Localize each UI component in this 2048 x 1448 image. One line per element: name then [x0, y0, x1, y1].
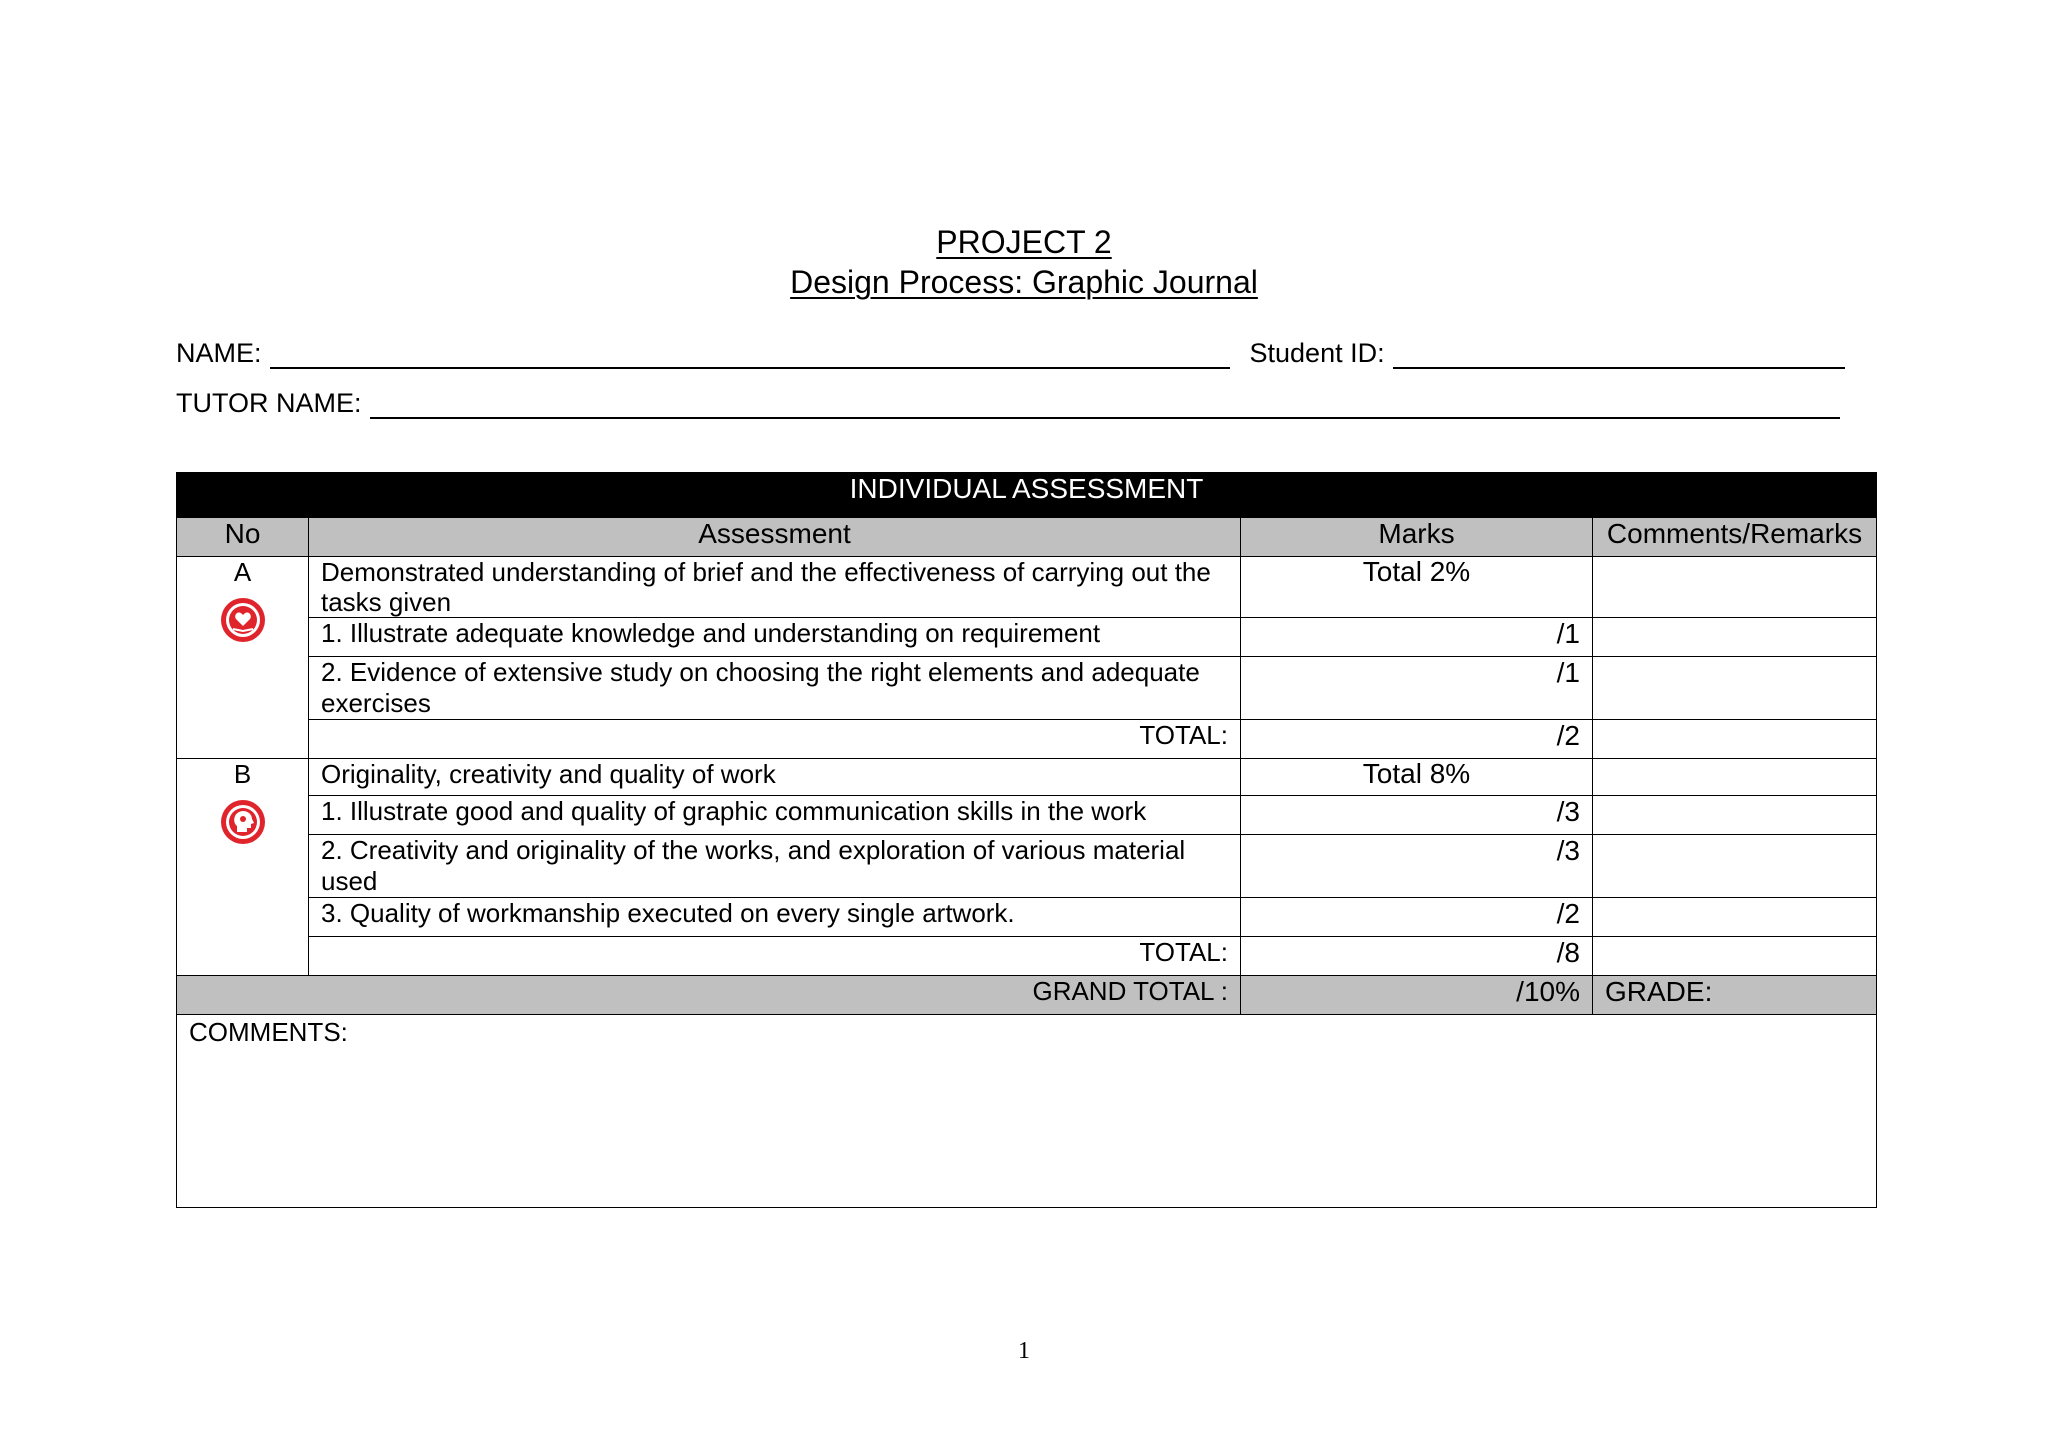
criterion-b-total-label: TOTAL: — [309, 937, 1241, 976]
table-row — [177, 937, 1877, 976]
criterion-a-no-cell — [177, 557, 309, 759]
heart-book-badge-icon — [219, 596, 267, 644]
name-field[interactable] — [270, 341, 1230, 369]
criterion-b-total-mark: /8 — [1241, 937, 1593, 976]
criterion-a-item-1-mark: /1 — [1241, 618, 1593, 657]
criterion-b-item-2-comments[interactable] — [1593, 835, 1877, 898]
criterion-a-total-comments[interactable] — [1593, 720, 1877, 759]
document-title — [0, 222, 2048, 302]
assessment-table — [176, 472, 1877, 1208]
table-row — [177, 835, 1877, 898]
criterion-b-row — [177, 759, 1877, 796]
title-project: PROJECT 2 — [936, 224, 1112, 260]
criterion-b-item-1: 1. Illustrate good and quality of graphic communication skills in the work — [309, 796, 1241, 835]
comments-row — [177, 1015, 1877, 1208]
criterion-a-marks-total: Total 2% — [1241, 557, 1593, 618]
grand-total-mark: /10% — [1241, 976, 1593, 1015]
criterion-b-item-1-mark: /3 — [1241, 796, 1593, 835]
student-id-field[interactable] — [1393, 341, 1845, 369]
tutor-row — [176, 388, 1840, 419]
tutor-name-field[interactable] — [370, 391, 1840, 419]
criterion-a-item-2-mark: /1 — [1241, 657, 1593, 720]
criterion-a-letter: A — [233, 557, 252, 587]
title-subtitle: Design Process: Graphic Journal — [790, 264, 1258, 300]
criterion-b-item-1-comments[interactable] — [1593, 796, 1877, 835]
criterion-b-title: Originality, creativity and quality of work — [309, 759, 1241, 796]
criterion-b-marks-total: Total 8% — [1241, 759, 1593, 796]
criterion-a-item-1: 1. Illustrate adequate knowledge and understanding on requirement — [309, 618, 1241, 657]
table-title-row — [177, 473, 1877, 518]
table-title: INDIVIDUAL ASSESSMENT — [177, 473, 1877, 518]
column-header-row — [177, 518, 1877, 557]
criterion-a-total-label: TOTAL: — [309, 720, 1241, 759]
criterion-a-item-2-comments[interactable] — [1593, 657, 1877, 720]
col-header-marks: Marks — [1241, 518, 1593, 557]
criterion-b-comments[interactable] — [1593, 759, 1877, 796]
criterion-b-item-3-comments[interactable] — [1593, 898, 1877, 937]
student-id-label: Student ID: — [1249, 338, 1385, 368]
criterion-a-comments[interactable] — [1593, 557, 1877, 618]
criterion-b-total-comments[interactable] — [1593, 937, 1877, 976]
criterion-b-letter: B — [233, 759, 252, 789]
name-label: NAME: — [176, 338, 262, 368]
table-row — [177, 657, 1877, 720]
criterion-b-no-cell — [177, 759, 309, 976]
comments-area[interactable] — [177, 1015, 1877, 1208]
page-number: 1 — [1018, 1338, 1030, 1364]
table-row — [177, 720, 1877, 759]
table-row — [177, 796, 1877, 835]
grade-label[interactable]: GRADE: — [1593, 976, 1877, 1015]
grand-total-label: GRAND TOTAL : — [177, 976, 1241, 1015]
criterion-b-item-3-mark: /2 — [1241, 898, 1593, 937]
criterion-b-item-2: 2. Creativity and originality of the works, and exploration of various material used — [309, 835, 1241, 898]
criterion-a-item-2: 2. Evidence of extensive study on choosing the right elements and adequate exercises — [309, 657, 1241, 720]
name-row — [176, 338, 1845, 369]
comments-label: COMMENTS: — [189, 1017, 348, 1047]
grand-total-row — [177, 976, 1877, 1015]
criterion-b-item-2-mark: /3 — [1241, 835, 1593, 898]
col-header-assessment: Assessment — [309, 518, 1241, 557]
col-header-comments: Comments/Remarks — [1593, 518, 1877, 557]
table-row — [177, 898, 1877, 937]
criterion-a-total-mark: /2 — [1241, 720, 1593, 759]
table-row — [177, 618, 1877, 657]
tutor-name-label: TUTOR NAME: — [176, 388, 362, 418]
criterion-a-item-1-comments[interactable] — [1593, 618, 1877, 657]
criterion-b-item-3: 3. Quality of workmanship executed on every single artwork. — [309, 898, 1241, 937]
col-header-no: No — [177, 518, 309, 557]
criterion-a-title: Demonstrated understanding of brief and the effectiveness of carrying out the tasks given — [309, 557, 1241, 618]
head-profile-badge-icon — [219, 798, 267, 846]
criterion-a-row — [177, 557, 1877, 618]
